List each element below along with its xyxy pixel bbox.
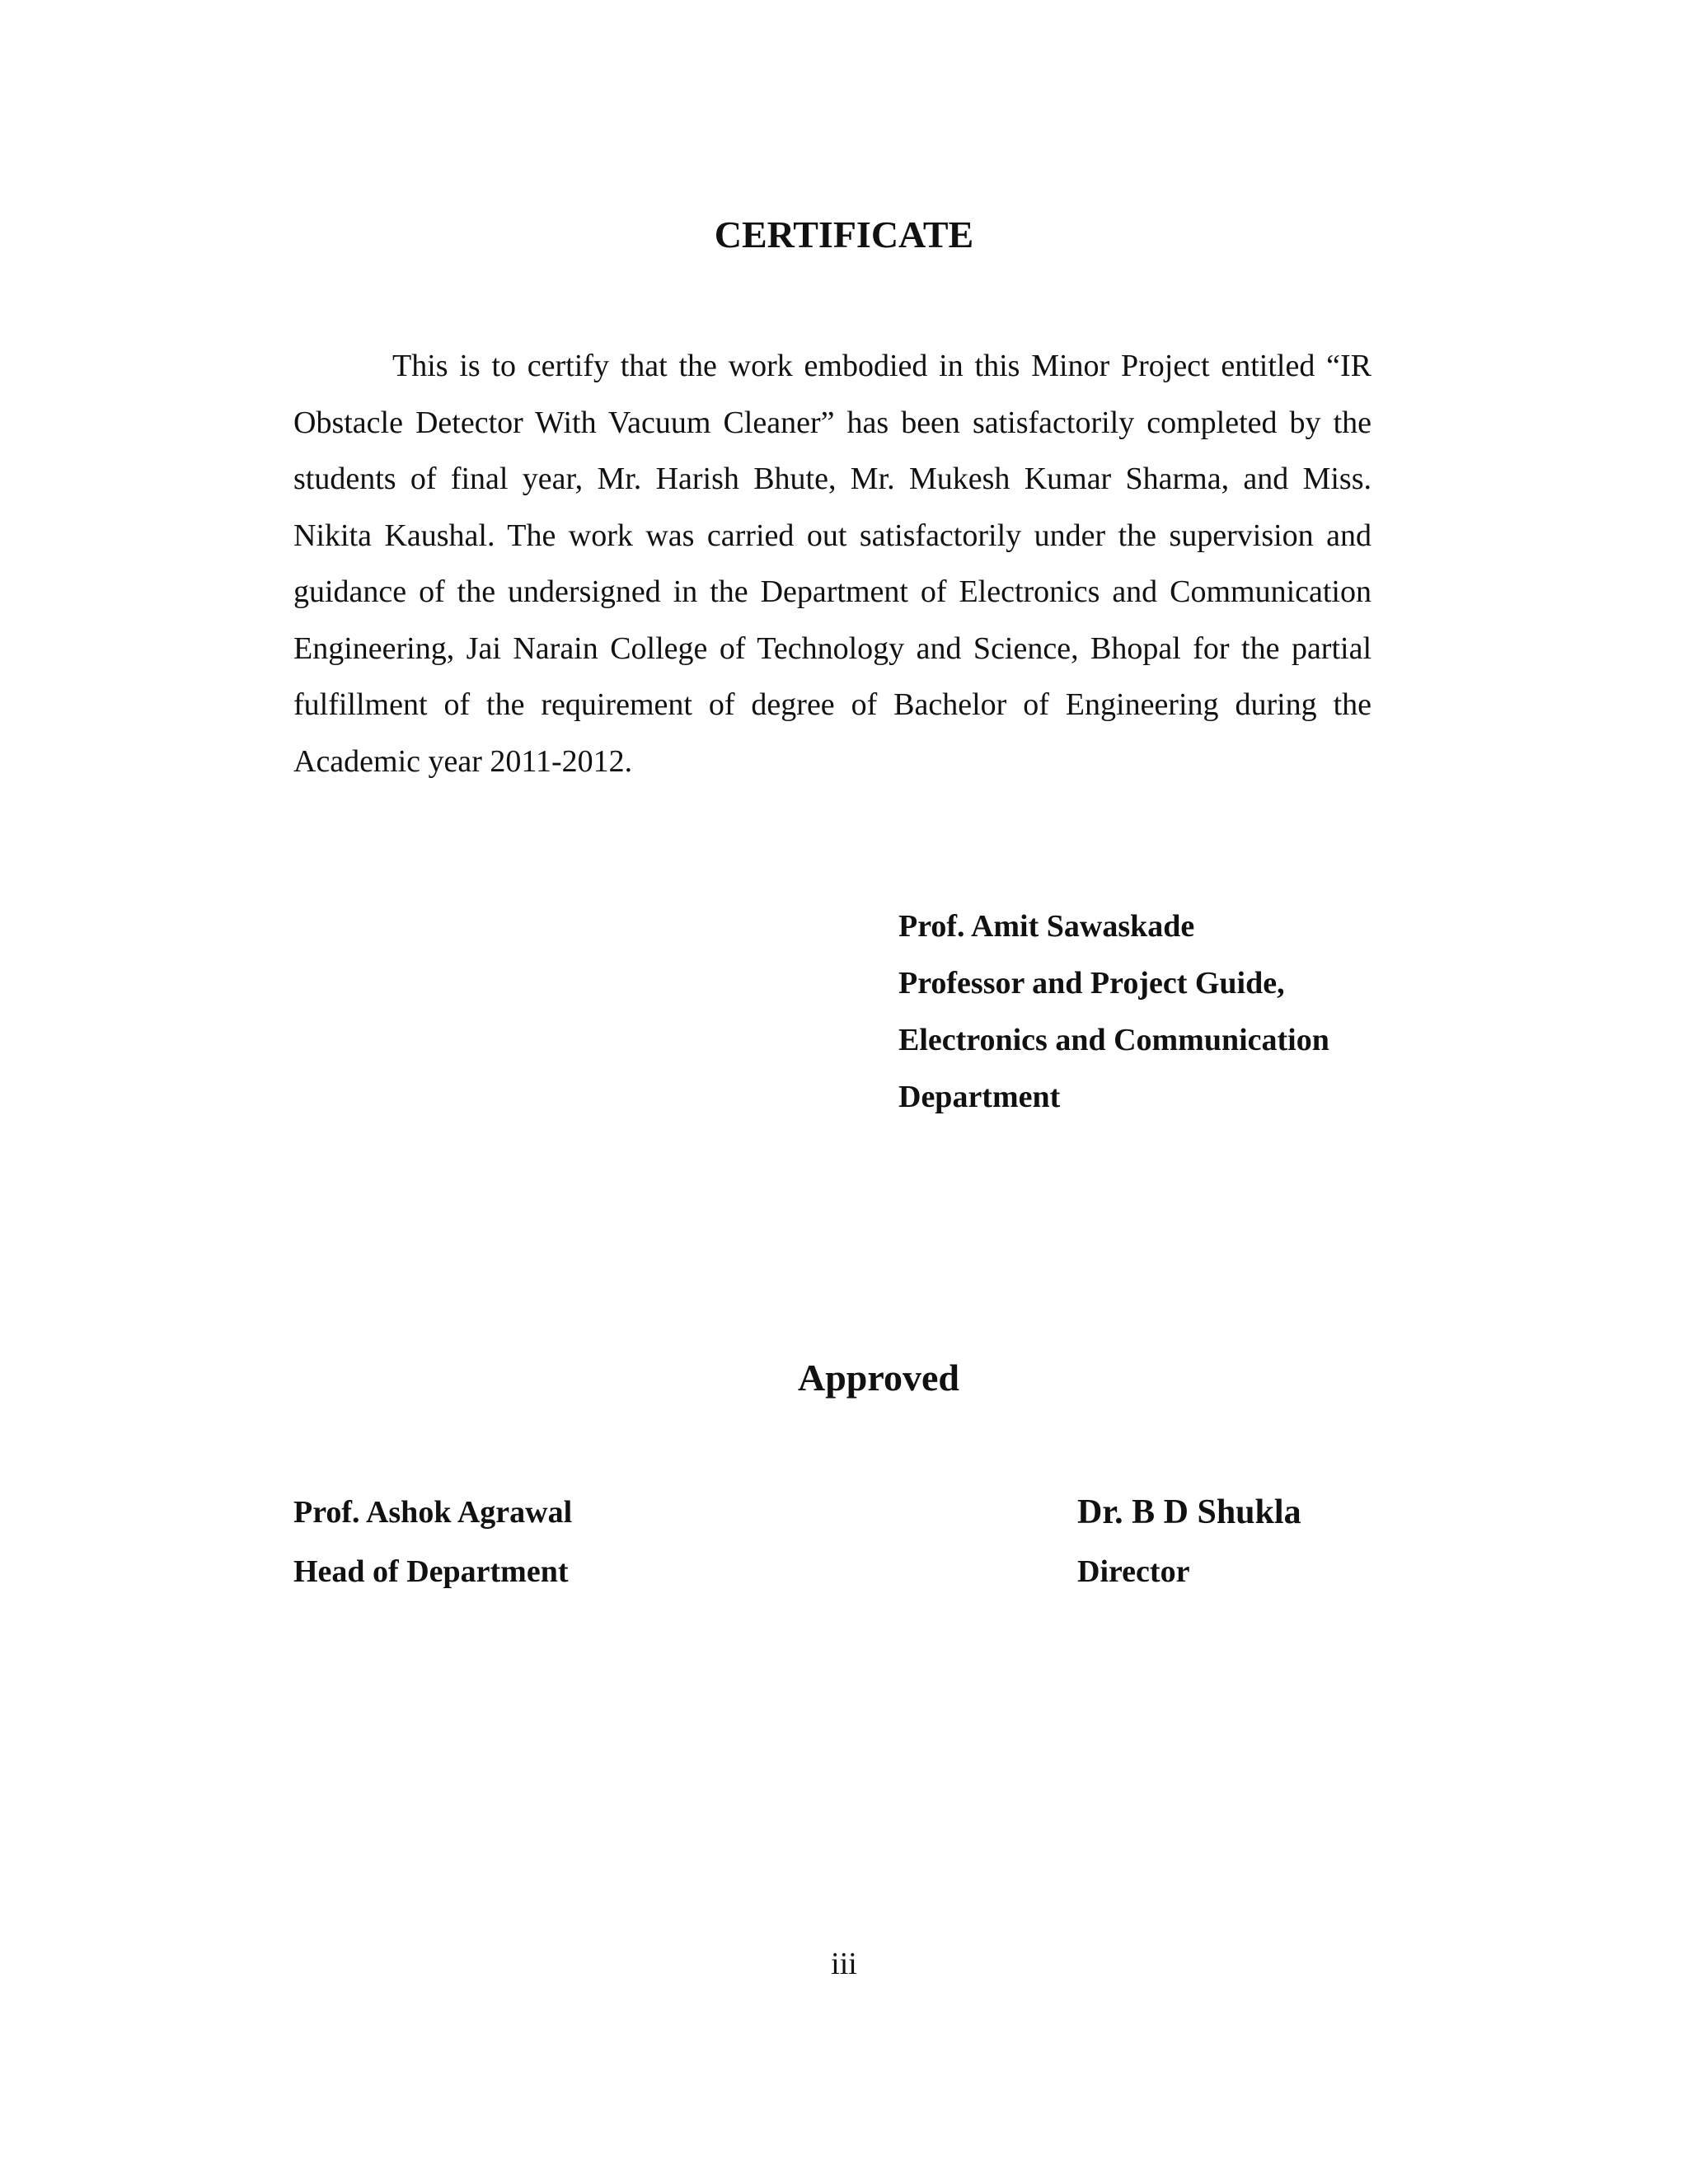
certificate-title: CERTIFICATE [714,213,974,255]
director-signature-block [1077,1483,1301,1601]
guide-name: Prof. Amit Sawaskade [898,909,1195,944]
project-guide-signature-block [898,898,1329,1126]
approved-heading: Approved [798,1357,959,1399]
director-title: Director [1077,1554,1190,1589]
guide-department-line-1: Electronics and Communication [898,1023,1329,1057]
page-number: iii [831,1947,857,1981]
hod-name: Prof. Ashok Agrawal [293,1495,573,1530]
director-name: Dr. B D Shukla [1077,1493,1301,1531]
certificate-body: This is to certify that the work embodied in this Minor Project entitled “IR Obstacle Detector With Vacuum Cleaner” has been satisfactorily completed by the students of final year, Mr. Harish Bhute, Mr. Mukesh Kumar Sharma, and Miss. Nikita Kaushal. The work was carried out satisfactorily under the supervision and guidance of the undersigned in the Department of Electronics and Communication Engineering, Jai Narain College of Technology and Science, Bhopal for the partial fulfillment of the requirement of degree of Bachelor of Engineering during the Academic year 2011-2012. [293,349,1372,779]
hod-signature-block [293,1483,572,1601]
guide-department-line-2: Department [898,1080,1061,1114]
guide-role: Professor and Project Guide, [898,966,1285,1001]
hod-title: Head of Department [293,1554,569,1589]
